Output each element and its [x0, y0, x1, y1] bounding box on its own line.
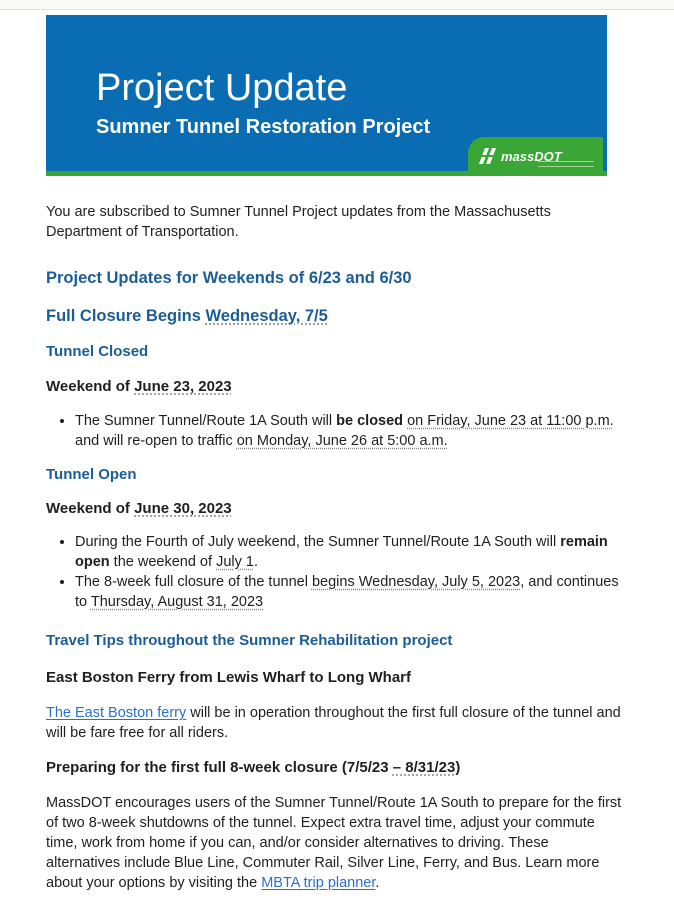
- bullet-bold: be closed: [336, 413, 404, 429]
- bullet-date: on Monday, June 26 at 5:00 a.m.: [236, 433, 448, 449]
- tunnel-open-heading: Tunnel Open: [46, 466, 137, 483]
- list-item: [75, 532, 626, 572]
- headline-weekend-updates: Project Updates for Weekends of 6/23 and 6/30: [46, 269, 412, 287]
- weekend-prefix: Weekend of: [46, 378, 135, 395]
- weekend-date: June 23, 2023: [134, 378, 232, 395]
- headline-full-closure: [46, 305, 626, 327]
- bullet-text: the weekend of: [109, 554, 217, 570]
- weekend-june-30-heading: [46, 499, 626, 519]
- prep-text: [46, 793, 626, 893]
- prep-heading-prefix: Preparing for the first full 8-week closure (7/5/23: [46, 759, 393, 776]
- list-item: [75, 572, 626, 612]
- headline-full-closure-prefix: Full Closure Begins: [46, 307, 206, 325]
- bullet-date: July 1: [216, 554, 254, 570]
- ferry-text: [46, 703, 626, 743]
- bullet-text: , and continues to: [75, 574, 619, 610]
- mbta-trip-planner-link[interactable]: MBTA trip planner: [261, 875, 376, 891]
- project-banner: [46, 15, 607, 176]
- banner-title: Project Update: [96, 67, 348, 109]
- bullet-text: and will re-open to traffic: [75, 433, 237, 449]
- prep-body: MassDOT encourages users of the Sumner Tunnel/Route 1A South to prepare for the first of two 8-week shutdowns of the tunnel. Expect extra travel time, adjust your commute time, work from home if you can, and/or consider alternatives to driving. These alternatives include Blue Line, Commuter Rail, Silver Line, Ferry, and Bus. Learn more about your options by visiting the: [46, 795, 622, 891]
- list-item: [75, 411, 626, 451]
- massdot-logo-icon: [477, 146, 499, 166]
- weekend-june-23-heading: [46, 377, 626, 397]
- prep-heading-range: – 8/31/23: [392, 759, 456, 776]
- intro-text: You are subscribed to Sumner Tunnel Project updates from the Massachusetts Department of Transportation.: [46, 204, 551, 240]
- email-content: [46, 202, 626, 893]
- east-boston-ferry-link[interactable]: The East Boston ferry: [46, 705, 187, 721]
- closed-bullets: [46, 411, 626, 451]
- ferry-body: will be in operation throughout the first full closure of the tunnel and will be fare free for all riders.: [46, 705, 621, 741]
- open-bullets: [46, 532, 626, 612]
- prep-heading-suffix: ): [455, 759, 461, 776]
- bullet-text: The 8-week full closure of the tunnel: [75, 574, 312, 590]
- tunnel-closed-heading: Tunnel Closed: [46, 343, 149, 360]
- banner-subtitle: Sumner Tunnel Restoration Project: [96, 116, 431, 138]
- logo-text: massDOT: [501, 148, 562, 164]
- travel-tips-heading: Travel Tips throughout the Sumner Rehabilitation project: [46, 632, 453, 649]
- headline-full-closure-date: Wednesday, 7/5: [205, 307, 328, 325]
- bullet-bold: remain open: [75, 534, 608, 570]
- prep-heading: [46, 758, 626, 778]
- ferry-heading: East Boston Ferry from Lewis Wharf to Long Wharf: [46, 669, 412, 686]
- bullet-text: The Sumner Tunnel/Route 1A South will: [75, 413, 337, 429]
- top-strip: [0, 0, 674, 10]
- bullet-date: begins Wednesday, July 5, 2023: [311, 574, 521, 590]
- bullet-date: on Friday, June 23 at 11:00 p.m.: [407, 413, 614, 429]
- weekend-date: June 30, 2023: [134, 500, 232, 517]
- bullet-date: Thursday, August 31, 2023: [90, 594, 264, 610]
- prep-end: .: [375, 875, 380, 891]
- weekend-prefix: Weekend of: [46, 500, 135, 517]
- logo-tagline-lines: [538, 161, 594, 167]
- bullet-text: During the Fourth of July weekend, the Sumner Tunnel/Route 1A South will: [75, 534, 561, 550]
- bullet-text: .: [253, 554, 258, 570]
